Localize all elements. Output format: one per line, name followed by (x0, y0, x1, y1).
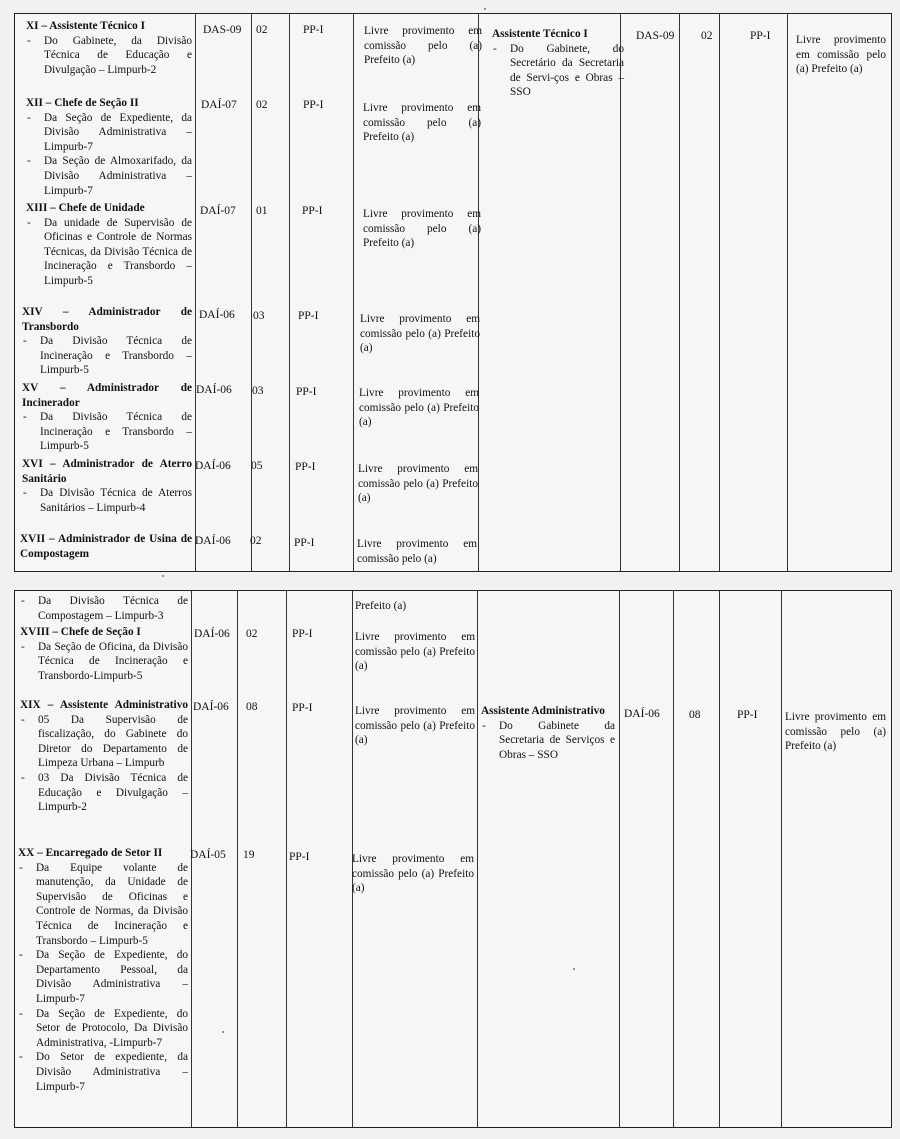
column-divider (719, 591, 720, 1127)
column-divider (286, 591, 287, 1127)
symbol-cell: DAÍ-06 (195, 535, 231, 547)
position-title: XX – Encarregado de Setor II (18, 847, 163, 859)
symbol-cell: DAÍ-06 (199, 309, 235, 321)
provision-cell (360, 312, 480, 356)
reference-cell: PP-I (295, 461, 316, 473)
column-divider (478, 14, 479, 571)
position-title: XVI – Administrador de Aterro Sanitário (22, 458, 192, 485)
provision-text: Livre provimento em comissão pelo (a) Prefeito (a) (358, 463, 478, 505)
quantity-cell: 02 (701, 30, 713, 42)
unit-item: - Da Divisão Técnica de Aterros Sanitários – Limpurb-4 (22, 486, 192, 515)
provision-text: Livre provimento em comissão pelo (a) Prefeito (a) (355, 631, 475, 673)
column-divider (195, 14, 196, 571)
provision-cell (357, 537, 477, 566)
reference-cell: PP-I (289, 851, 310, 863)
reference-cell: PP-I (292, 628, 313, 640)
unit-item: - Da Divisão Técnica de Compostagem – Limpurb-3 (20, 594, 188, 623)
unit-item: - Da Seção de Oficina, da Divisão Técnica de Incineração e Transbordo-Limpurb-5 (20, 640, 188, 684)
reference-cell: PP-I (750, 30, 771, 42)
column-divider (251, 14, 252, 571)
column-divider (787, 14, 788, 571)
unit-item: - Da unidade de Supervisão de Oficinas e Controle de Normas Técnicas, da Divisão Técnica de Incineração e Transbordo – Limpurb-5 (26, 216, 192, 289)
position-cell-xviii (20, 625, 188, 683)
quantity-cell: 03 (252, 385, 264, 397)
unit-item: - Do Gabinete, da Divisão Técnica de Educação e Divulgação – Limpurb-2 (26, 34, 192, 78)
provision-text: Livre provimento em comissão pelo (a) Prefeito (a) (785, 711, 886, 753)
reference-cell: PP-I (303, 24, 324, 36)
position-title: XIV – Administrador de Transbordo (22, 306, 192, 333)
symbol-cell: DAS-09 (203, 24, 242, 36)
position-title: XI – Assistente Técnico I (26, 20, 146, 32)
symbol-cell: DAÍ-05 (190, 849, 226, 861)
quantity-cell: 02 (250, 535, 262, 547)
quantity-cell: 19 (243, 849, 255, 861)
position-cell-xii (26, 96, 192, 198)
quantity-cell: 01 (256, 205, 268, 217)
unit-item: - Do Gabinete da Secretaria de Serviços e Obras – SSO (481, 719, 615, 763)
column-divider (477, 591, 478, 1127)
position-cell-xvii (20, 532, 192, 561)
provision-text: Livre provimento em comissão pelo (a) Prefeito (a) (796, 34, 886, 76)
unit-item: - Da Seção de Expediente, do Setor de Protocolo, Da Divisão Administrativa, -Limpurb-7 (18, 1007, 188, 1051)
provision-cell (359, 386, 479, 430)
quantity-cell: 02 (246, 628, 258, 640)
provision-cell (363, 101, 481, 145)
position-cell-continuation (20, 594, 188, 623)
column-divider (237, 591, 238, 1127)
column-divider (673, 591, 674, 1127)
column-divider (679, 14, 680, 571)
provision-cell (796, 33, 886, 77)
position-title: XII – Chefe de Seção II (26, 97, 139, 109)
reference-cell: PP-I (298, 310, 319, 322)
symbol-cell: DAÍ-06 (194, 628, 230, 640)
position-title: XIII – Chefe de Unidade (26, 202, 145, 214)
provision-text: Livre provimento em comissão pelo (a) Prefeito (a) (363, 102, 481, 144)
quantity-cell: 08 (246, 701, 258, 713)
symbol-cell: DAÍ-06 (624, 708, 660, 720)
position-cell-xiii (26, 201, 192, 289)
unit-item: - Do Setor de expediente, da Divisão Administrativa – Limpurb-7 (18, 1050, 188, 1094)
scan-speck (222, 1031, 224, 1033)
provision-text: Prefeito (a) (355, 600, 407, 612)
provision-cell (355, 630, 475, 674)
reference-cell: PP-I (296, 386, 317, 398)
provision-cell (355, 599, 475, 614)
quantity-cell: 03 (253, 310, 265, 322)
quantity-cell: 02 (256, 24, 268, 36)
position-cell-xx (18, 846, 188, 1094)
symbol-cell: DAÍ-06 (193, 701, 229, 713)
unit-item: - 05 Da Supervisão de fiscalização, do Gabinete do Diretor do Departamento de Limpeza Urbana – Limpurb (20, 713, 188, 771)
reference-cell: PP-I (737, 709, 758, 721)
position-cell-xi (26, 19, 192, 77)
provision-text: Livre provimento em comissão pelo (a) (357, 538, 477, 565)
provision-cell (358, 462, 478, 506)
provision-cell (364, 24, 482, 68)
provision-text: Livre provimento em comissão pelo (a) Prefeito (a) (363, 208, 481, 250)
provision-cell (785, 710, 886, 754)
provision-text: Livre provimento em comissão pelo (a) Prefeito (a) (364, 25, 482, 67)
provision-cell (352, 852, 474, 896)
scan-speck (484, 8, 486, 10)
position-title: XV – Administrador de Incinerador (22, 382, 192, 409)
quantity-cell: 05 (251, 460, 263, 472)
position-cell-xix (20, 698, 188, 815)
provision-text: Livre provimento em comissão pelo (a) Prefeito (a) (360, 313, 480, 355)
column-divider (719, 14, 720, 571)
position-title: XVIII – Chefe de Seção I (20, 626, 141, 638)
unit-item: - Da Seção de Almoxarifado, da Divisão Administrativa – Limpurb-7 (26, 154, 192, 198)
scan-speck (162, 575, 164, 577)
reference-cell: PP-I (294, 537, 315, 549)
unit-item: - Da Seção de Expediente, do Departamento Pessoal, da Divisão Administrativa – Limpurb-7 (18, 948, 188, 1006)
unit-item: - Da Divisão Técnica de Incineração e Transbordo – Limpurb-5 (22, 410, 192, 454)
position-title: Assistente Administrativo (481, 705, 605, 717)
symbol-cell: DAÍ-07 (201, 99, 237, 111)
symbol-cell: DAÍ-07 (200, 205, 236, 217)
right-position-cell (492, 27, 624, 100)
quantity-cell: 02 (256, 99, 268, 111)
symbol-cell: DAÍ-06 (195, 460, 231, 472)
unit-item: - Da Equipe volante de manutenção, da Unidade de Supervisão de Oficinas e Controle de Normas, da Divisão Técnica de Incineração e Transbordo – Limpurb-5 (18, 861, 188, 949)
symbol-cell: DAÍ-06 (196, 384, 232, 396)
unit-item: - Da Seção de Expediente, da Divisão Administrativa – Limpurb-7 (26, 111, 192, 155)
column-divider (619, 591, 620, 1127)
provision-cell (355, 704, 475, 748)
position-title: Assistente Técnico I (492, 28, 588, 40)
position-cell-xiv (22, 305, 192, 378)
reference-cell: PP-I (303, 99, 324, 111)
position-title: XIX – Assistente Administrativo (20, 699, 188, 711)
reference-cell: PP-I (302, 205, 323, 217)
right-position-cell (481, 704, 615, 762)
column-divider (781, 591, 782, 1127)
provision-cell (363, 207, 481, 251)
column-divider (353, 14, 354, 571)
provision-text: Livre provimento em comissão pelo (a) Prefeito (a) (359, 387, 479, 429)
column-divider (289, 14, 290, 571)
position-cell-xv (22, 381, 192, 454)
unit-item: - Do Gabinete, do Secretário da Secretaria de Servi-ços e Obras – SSO (492, 42, 624, 100)
quantity-cell: 08 (689, 709, 701, 721)
position-cell-xvi (22, 457, 192, 515)
unit-item: - Da Divisão Técnica de Incineração e Transbordo – Limpurb-5 (22, 334, 192, 378)
provision-text: Livre provimento em comissão pelo (a) Prefeito (a) (352, 853, 474, 895)
provision-text: Livre provimento em comissão pelo (a) Prefeito (a) (355, 705, 475, 747)
unit-item: - 03 Da Divisão Técnica de Educação e Divulgação – Limpurb-2 (20, 771, 188, 815)
position-title: XVII – Administrador de Usina de Compostagem (20, 533, 192, 560)
reference-cell: PP-I (292, 702, 313, 714)
symbol-cell: DAS-09 (636, 30, 675, 42)
scan-speck (573, 968, 575, 970)
